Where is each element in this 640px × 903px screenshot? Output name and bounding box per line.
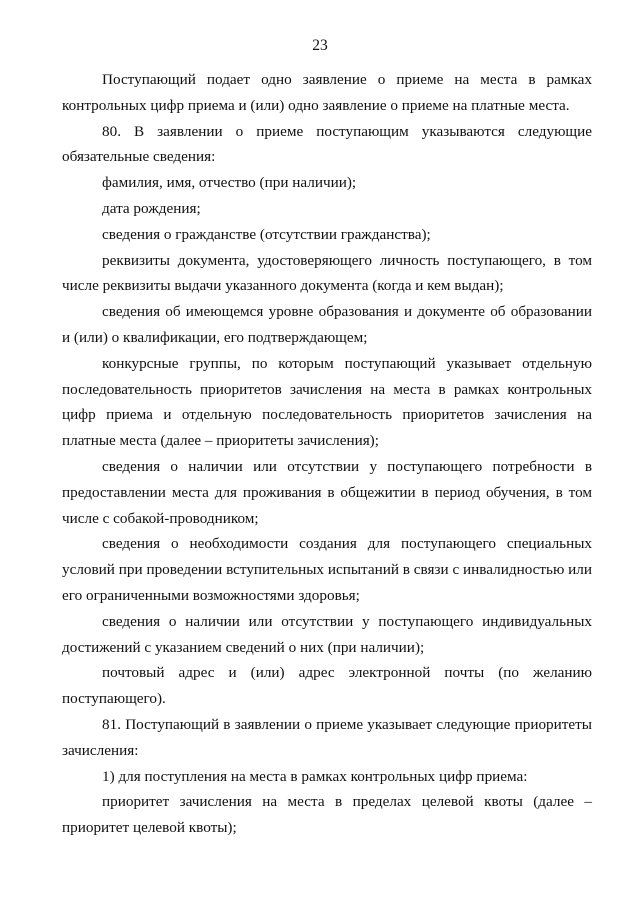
document-body	[62, 67, 592, 841]
list-item-special-conditions: сведения о необходимости создания для поступающего специальных условий при проведении вступительных испытаний в связи с инвалидностью или его ограниченными возможностями здоровья;	[62, 535, 592, 604]
list-item-competition-groups: конкурсные группы, по которым поступающий указывает отдельную последовательность приоритетов зачисления на места в рамках контрольных цифр приема и отдельную последовательность приоритетов зачисления на платные места (далее – приоритеты зачисления);	[62, 354, 592, 450]
list-item-citizenship: сведения о гражданстве (отсутствии гражданства);	[102, 225, 431, 243]
list-item-address: почтовый адрес и (или) адрес электронной почты (по желанию поступающего).	[62, 664, 592, 708]
list-item-individual-achievements: сведения о наличии или отсутствии у поступающего индивидуальных достижений с указанием сведений о них (при наличии);	[62, 612, 592, 656]
list-item-identity-document: реквизиты документа, удостоверяющего личность поступающего, в том числе реквизиты выдачи указанного документа (когда и кем выдан);	[62, 251, 592, 295]
item-target-quota-priority: приоритет зачисления на места в пределах целевой квоты (далее – приоритет целевой квоты);	[62, 793, 592, 837]
list-item-full-name: фамилия, имя, отчество (при наличии);	[102, 174, 357, 192]
list-item-education-level: сведения об имеющемся уровне образования и документе об образовании и (или) о квалификации, его подтверждающем;	[62, 303, 592, 346]
list-item-birth-date: дата рождения;	[102, 199, 201, 217]
paragraph-80: 80. В заявлении о приеме поступающим указываются следующие обязательные сведения:	[62, 122, 592, 166]
paragraph-single-application: Поступающий подает одно заявление о приеме на места в рамках контрольных цифр приема и (или) одно заявление о приеме на платные места.	[62, 71, 592, 114]
list-item-dormitory-need: сведения о наличии или отсутствии у поступающего потребности в предоставлении места для проживания в общежитии в период обучения, в том числе с собакой-проводником;	[62, 457, 592, 527]
paragraph-81: 81. Поступающий в заявлении о приеме указывает следующие приоритеты зачисления:	[62, 715, 592, 759]
subitem-1-control-figures: 1) для поступления на места в рамках контрольных цифр приема:	[102, 767, 528, 785]
page-number: 23	[312, 37, 328, 54]
